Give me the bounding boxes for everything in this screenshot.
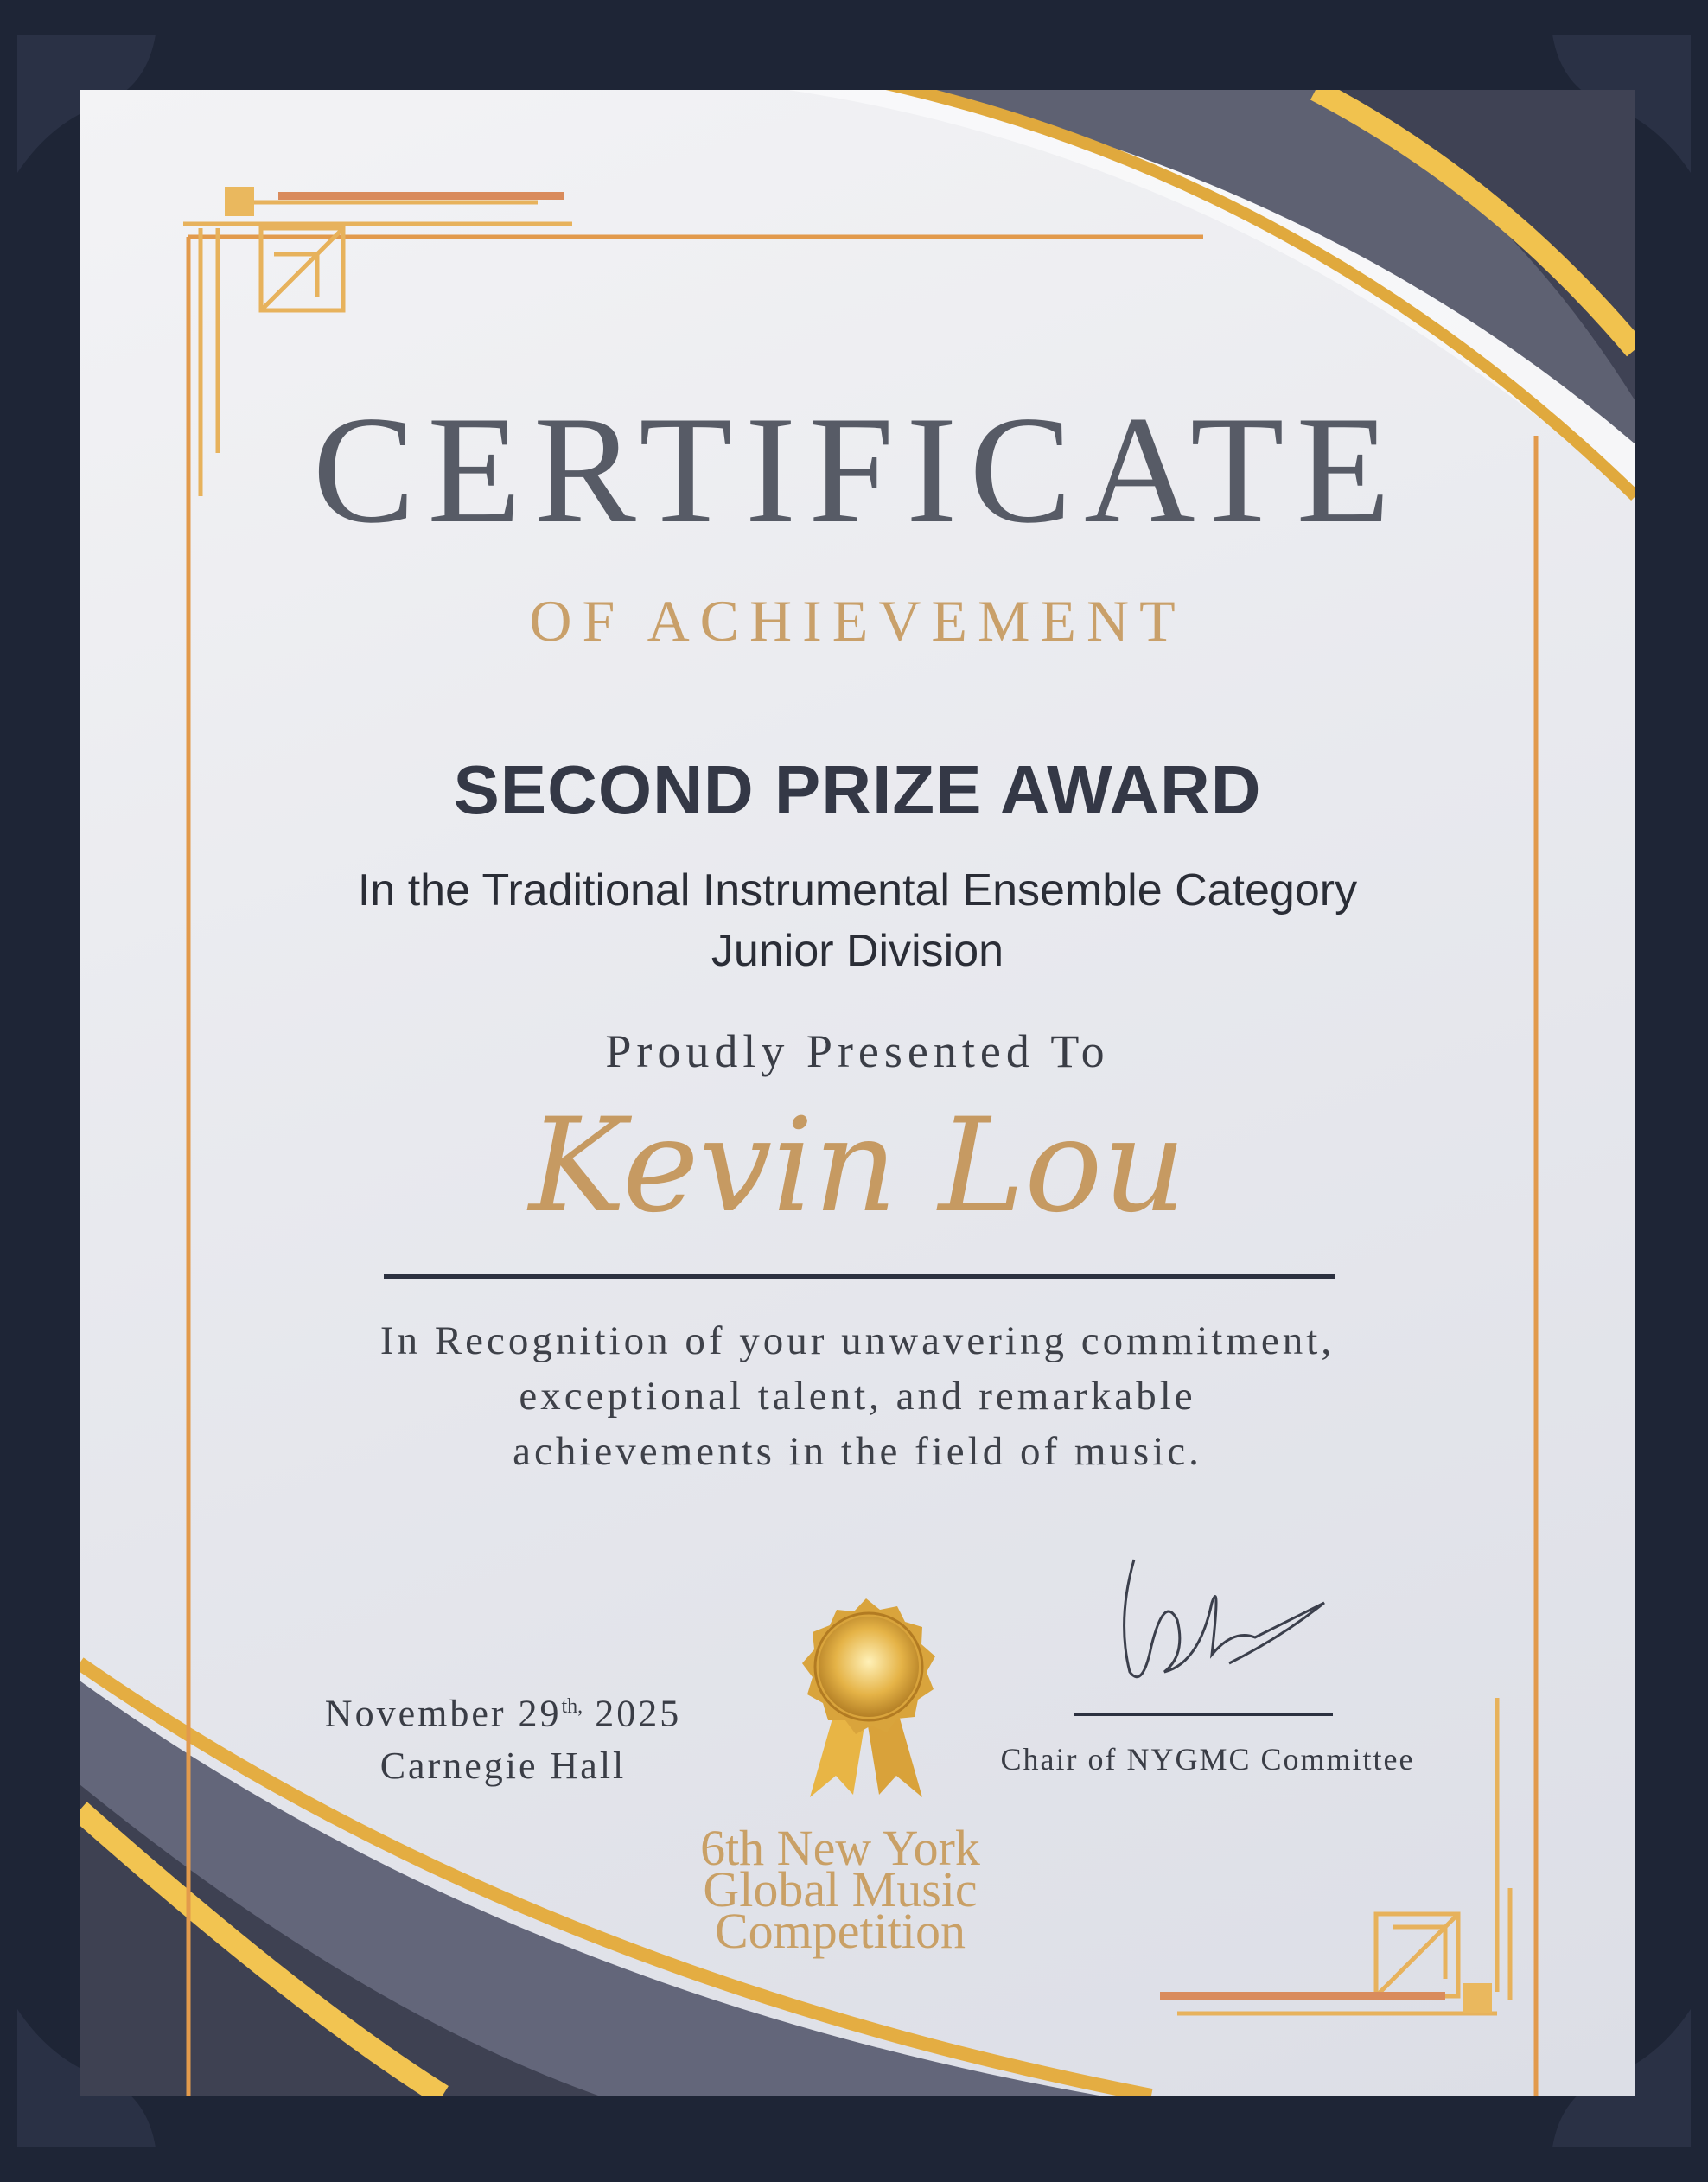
chair-signature bbox=[1082, 1542, 1342, 1707]
certificate-paper bbox=[80, 90, 1635, 2096]
competition-name bbox=[581, 1820, 1099, 1959]
award-category: In the Traditional Instrumental Ensemble Category bbox=[357, 865, 1358, 916]
date-venue-block bbox=[278, 1681, 728, 1792]
recipient-name: Kevin Lou bbox=[528, 1091, 1187, 1241]
signer-title: Chair of NYGMC Committee bbox=[1000, 1742, 1415, 1777]
gold-medal-seal-icon bbox=[780, 1594, 953, 1802]
award-heading: SECOND PRIZE AWARD bbox=[453, 751, 1262, 828]
recognition-text bbox=[80, 1313, 1635, 1479]
competition-line: Competition bbox=[715, 1903, 966, 1959]
competition-line: Global Music bbox=[703, 1861, 978, 1917]
recognition-line: achievements in the field of music. bbox=[513, 1429, 1202, 1474]
recognition-line: exceptional talent, and remarkable bbox=[519, 1374, 1196, 1419]
certificate-subtitle: OF ACHIEVEMENT bbox=[529, 588, 1186, 654]
competition-line: 6th New York bbox=[700, 1820, 980, 1876]
signature-line bbox=[1074, 1713, 1333, 1716]
certificate-title: CERTIFICATE bbox=[312, 384, 1403, 555]
award-division: Junior Division bbox=[711, 926, 1004, 976]
recipient-underline bbox=[384, 1274, 1335, 1279]
recognition-line: In Recognition of your unwavering commitment, bbox=[379, 1318, 1335, 1363]
award-venue: Carnegie Hall bbox=[379, 1744, 627, 1787]
presented-to-label: Proudly Presented To bbox=[605, 1025, 1110, 1077]
award-date: November $29^{th,}$ 2025 bbox=[324, 1692, 682, 1735]
